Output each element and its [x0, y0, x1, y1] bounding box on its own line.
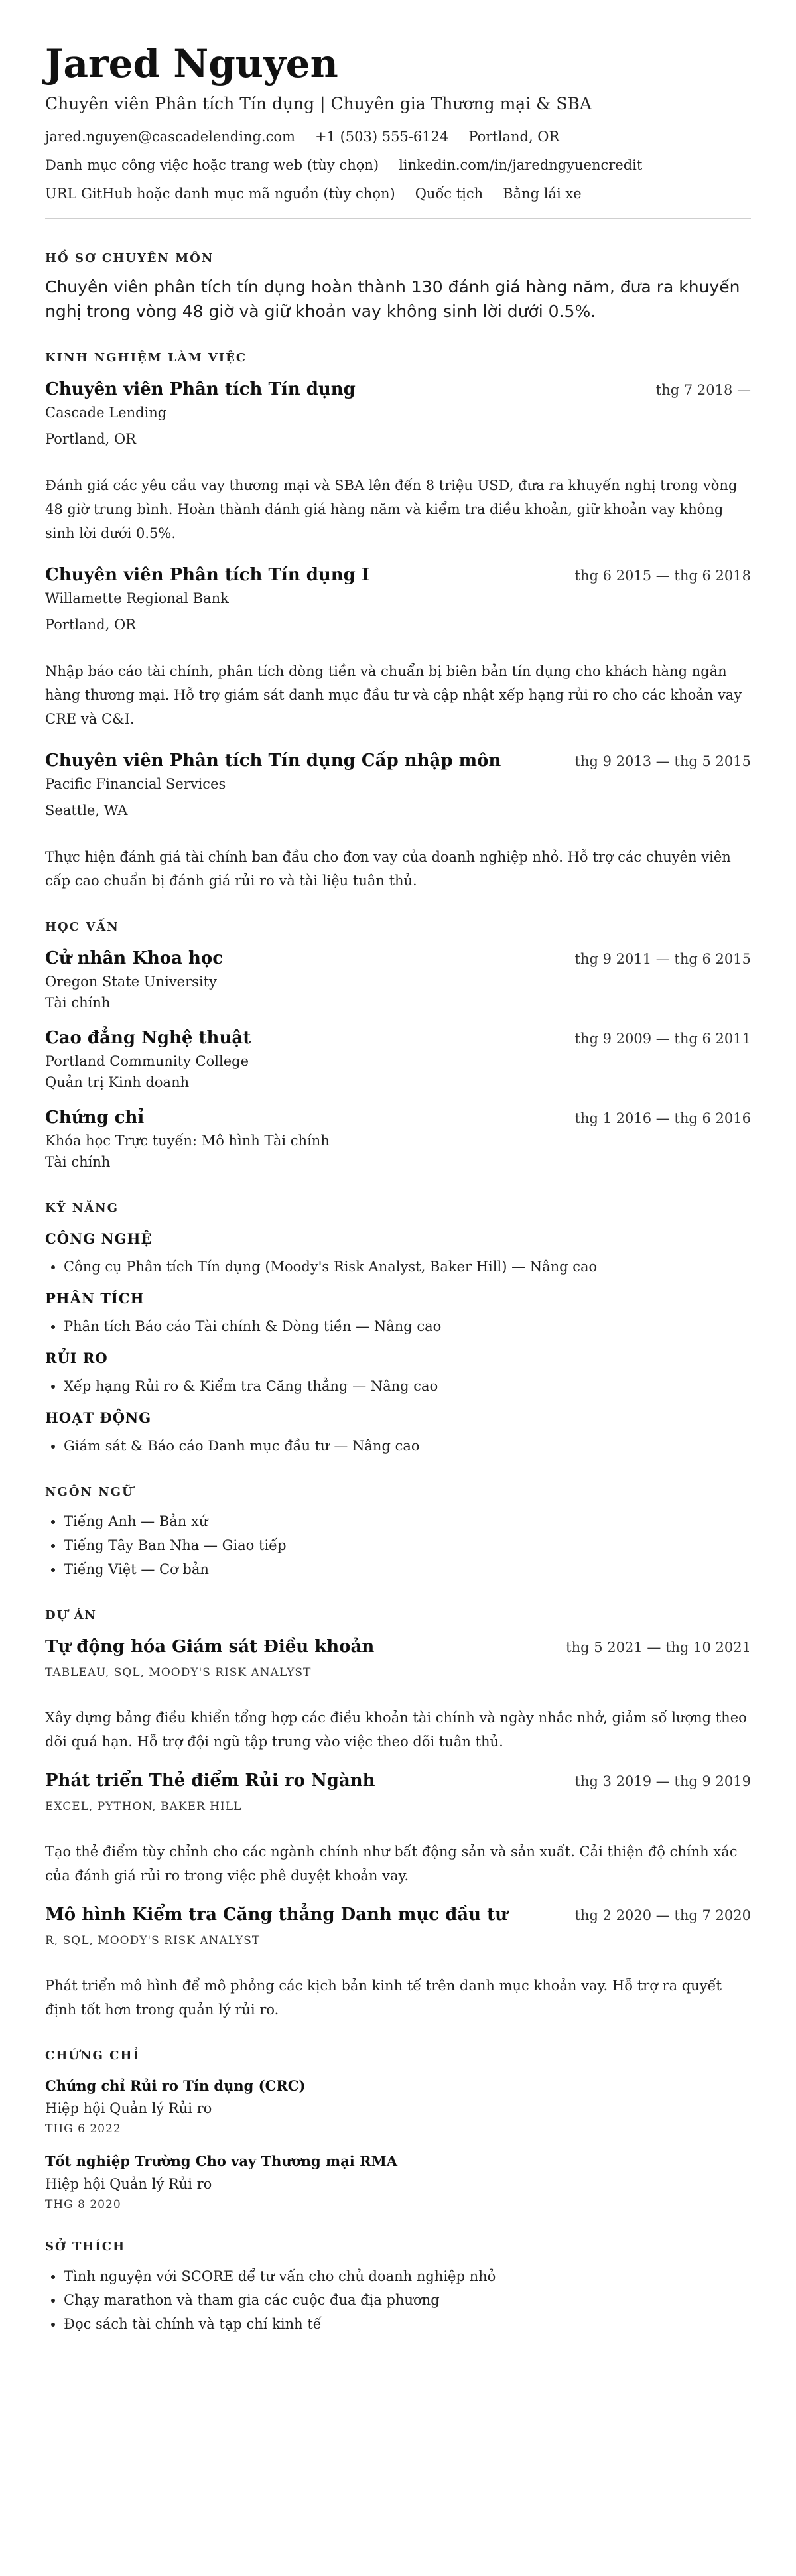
certification-date: THG 8 2020: [45, 2198, 121, 2211]
degree-title: Chứng chỉ: [45, 1108, 145, 1127]
certification-item: [45, 2152, 751, 2213]
project-description: Xây dựng bảng điều khiển tổng hợp các điều khoản tài chính và ngày nhắc nhở, giảm số lượng theo dõi quá hạn. Hỗ trợ đội ngũ tập trung vào việc theo dõi tuân thủ.: [45, 1710, 747, 1750]
skill-item: • Công cụ Phân tích Tín dụng (Moody's Risk Analyst, Baker Hill) — Nâng cao: [64, 1255, 751, 1279]
candidate-name: Jared Nguyen: [45, 41, 338, 86]
language-item: • Tiếng Anh — Bản xứ: [64, 1510, 751, 1533]
job-date: thg 7 2018 —: [655, 382, 751, 398]
project-date: thg 3 2019 — thg 9 2019: [574, 1773, 751, 1789]
certification-name: Tốt nghiệp Trường Cho vay Thương mại RMA: [45, 2153, 398, 2169]
job-location: Portland, OR: [45, 617, 136, 633]
interest-item: • Chạy marathon và tham gia các cuộc đua địa phương: [64, 2288, 751, 2312]
section-title: HỒ SƠ CHUYÊN MÔN: [45, 251, 214, 265]
project-description: Tạo thẻ điểm tùy chỉnh cho các ngành chính như bất động sản và sản xuất. Cải thiện độ chính xác của đánh giá rủi ro trong việc phê duyệt khoản vay.: [45, 1844, 738, 1884]
certification-name: Chứng chỉ Rủi ro Tín dụng (CRC): [45, 2077, 306, 2094]
education-date: thg 9 2011 — thg 6 2015: [574, 951, 751, 967]
project-description: Phát triển mô hình để mô phỏng các kịch bản kinh tế trên danh mục khoản vay. Hỗ trợ ra quyết định tốt hơn trong quản lý rủi ro.: [45, 1978, 722, 2018]
section-title: DỰ ÁN: [45, 1608, 97, 1622]
contact-row: [45, 156, 751, 174]
linkedin-link[interactable]: linkedin.com/in/jaredngyuencredit: [399, 157, 643, 173]
email-link[interactable]: jared.nguyen@cascadelending.com: [45, 129, 295, 145]
certification-item: [45, 2076, 751, 2137]
nationality-text: Quốc tịch: [415, 186, 484, 202]
education-item: [45, 1106, 751, 1171]
interest-item: • Tình nguyện với SCORE để tư vấn cho chủ doanh nghiệp nhỏ: [64, 2264, 751, 2288]
project-item: [45, 1770, 751, 1888]
school-name: Portland Community College: [45, 1053, 249, 1069]
interest-item: • Đọc sách tài chính và tạp chí kinh tế: [64, 2312, 751, 2336]
contact-block: [45, 127, 751, 203]
job-date: thg 6 2015 — thg 6 2018: [574, 568, 751, 584]
school-name: Khóa học Trực tuyến: Mô hình Tài chính: [45, 1133, 330, 1149]
certification-issuer: Hiệp hội Quản lý Rủi ro: [45, 2176, 212, 2192]
interests-section: [45, 2239, 751, 2336]
project-item: [45, 1903, 751, 2022]
skill-group: [45, 1349, 751, 1398]
job-date: thg 9 2013 — thg 5 2015: [574, 753, 751, 769]
project-date: thg 5 2021 — thg 10 2021: [566, 1640, 751, 1655]
skill-category: CÔNG NGHỆ: [45, 1230, 153, 1247]
section-title: KỸ NĂNG: [45, 1201, 119, 1215]
education-date: thg 9 2009 — thg 6 2011: [574, 1031, 751, 1047]
skill-item: • Giám sát & Báo cáo Danh mục đầu tư — Nâng cao: [64, 1434, 751, 1458]
company-name: Willamette Regional Bank: [45, 590, 229, 606]
skills-section: [45, 1200, 751, 1458]
contact-row: [45, 184, 751, 203]
field-of-study: Quản trị Kinh doanh: [45, 1074, 190, 1090]
education-section: [45, 919, 751, 1171]
job-location: Portland, OR: [45, 431, 136, 447]
summary-section: [45, 251, 751, 324]
field-of-study: Tài chính: [45, 1154, 111, 1170]
experience-item: [45, 749, 751, 893]
experience-item: [45, 378, 751, 545]
language-item: • Tiếng Việt — Cơ bản: [64, 1557, 751, 1581]
projects-section: [45, 1608, 751, 2022]
portfolio-link[interactable]: Danh mục công việc hoặc trang web (tùy chọn): [45, 157, 379, 173]
summary-text: Chuyên viên phân tích tín dụng hoàn thành 130 đánh giá hàng năm, đưa ra khuyến nghị trong vòng 48 giờ và giữ khoản vay không sinh lời dưới 0.5%.: [45, 277, 740, 321]
section-title: HỌC VẤN: [45, 920, 119, 934]
job-description: Nhập báo cáo tài chính, phân tích dòng tiền và chuẩn bị biên bản tín dụng cho khách hàng ngân hàng thương mại. Hỗ trợ giám sát danh mục đầu tư và cập nhật xếp hạng rủi ro cho các khoản vay CRE và C&I.: [45, 663, 742, 727]
location-text: Portland, OR: [468, 129, 560, 145]
job-description: Đánh giá các yêu cầu vay thương mại và SBA lên đến 8 triệu USD, đưa ra khuyến nghị trong vòng 48 giờ trung bình. Hoàn thành đánh giá hàng năm và kiểm tra điều khoản, giữ khoản vay không sinh lời dưới 0.5%.: [45, 478, 738, 541]
certification-issuer: Hiệp hội Quản lý Rủi ro: [45, 2100, 212, 2116]
certifications-section: [45, 2048, 751, 2213]
phone-text: +1 (503) 555-6124: [314, 129, 449, 145]
skill-category: PHÂN TÍCH: [45, 1290, 145, 1307]
company-name: Cascade Lending: [45, 405, 167, 420]
project-tech: TABLEAU, SQL, MOODY'S RISK ANALYST: [45, 1666, 312, 1679]
headline: Chuyên viên Phân tích Tín dụng | Chuyên gia Thương mại & SBA: [45, 94, 592, 113]
skill-group: [45, 1289, 751, 1338]
language-item: • Tiếng Tây Ban Nha — Giao tiếp: [64, 1533, 751, 1557]
company-name: Pacific Financial Services: [45, 776, 226, 792]
contact-row: [45, 127, 751, 146]
job-description: Thực hiện đánh giá tài chính ban đầu cho đơn vay của doanh nghiệp nhỏ. Hỗ trợ các chuyên viên cấp cao chuẩn bị đánh giá rủi ro và tài liệu tuân thủ.: [45, 849, 731, 889]
job-title: Chuyên viên Phân tích Tín dụng Cấp nhập môn: [45, 751, 501, 771]
project-tech: EXCEL, PYTHON, BAKER HILL: [45, 1800, 242, 1813]
job-title: Chuyên viên Phân tích Tín dụng: [45, 379, 356, 399]
section-title: SỞ THÍCH: [45, 2240, 126, 2254]
license-text: Bằng lái xe: [503, 186, 582, 202]
project-item: [45, 1636, 751, 1754]
education-item: [45, 947, 751, 1012]
skill-category: RỦI RO: [45, 1350, 108, 1366]
skill-category: HOẠT ĐỘNG: [45, 1409, 152, 1426]
project-tech: R, SQL, MOODY'S RISK ANALYST: [45, 1934, 261, 1947]
header-divider: [45, 218, 751, 219]
project-name: Mô hình Kiểm tra Căng thẳng Danh mục đầu tư: [45, 1905, 508, 1925]
job-location: Seattle, WA: [45, 803, 128, 818]
education-date: thg 1 2016 — thg 6 2016: [574, 1110, 751, 1126]
field-of-study: Tài chính: [45, 995, 111, 1011]
skill-item: • Xếp hạng Rủi ro & Kiểm tra Căng thẳng — Nâng cao: [64, 1374, 751, 1398]
degree-title: Cử nhân Khoa học: [45, 948, 224, 968]
degree-title: Cao đẳng Nghệ thuật: [45, 1028, 251, 1048]
job-title: Chuyên viên Phân tích Tín dụng I: [45, 565, 370, 585]
skill-group: [45, 1230, 751, 1279]
education-item: [45, 1027, 751, 1092]
project-name: Phát triển Thẻ điểm Rủi ro Ngành: [45, 1771, 375, 1791]
languages-section: [45, 1484, 751, 1581]
certification-date: THG 6 2022: [45, 2122, 121, 2136]
school-name: Oregon State University: [45, 974, 217, 990]
section-title: CHỨNG CHỈ: [45, 2049, 140, 2063]
github-link[interactable]: URL GitHub hoặc danh mục mã nguồn (tùy chọn): [45, 186, 395, 202]
section-title: NGÔN NGỮ: [45, 1485, 134, 1499]
experience-section: [45, 350, 751, 893]
experience-item: [45, 564, 751, 731]
section-title: KINH NGHIỆM LÀM VIỆC: [45, 351, 247, 365]
project-name: Tự động hóa Giám sát Điều khoản: [45, 1637, 375, 1657]
project-date: thg 2 2020 — thg 7 2020: [574, 1907, 751, 1923]
skill-group: [45, 1409, 751, 1458]
skill-item: • Phân tích Báo cáo Tài chính & Dòng tiền — Nâng cao: [64, 1315, 751, 1338]
